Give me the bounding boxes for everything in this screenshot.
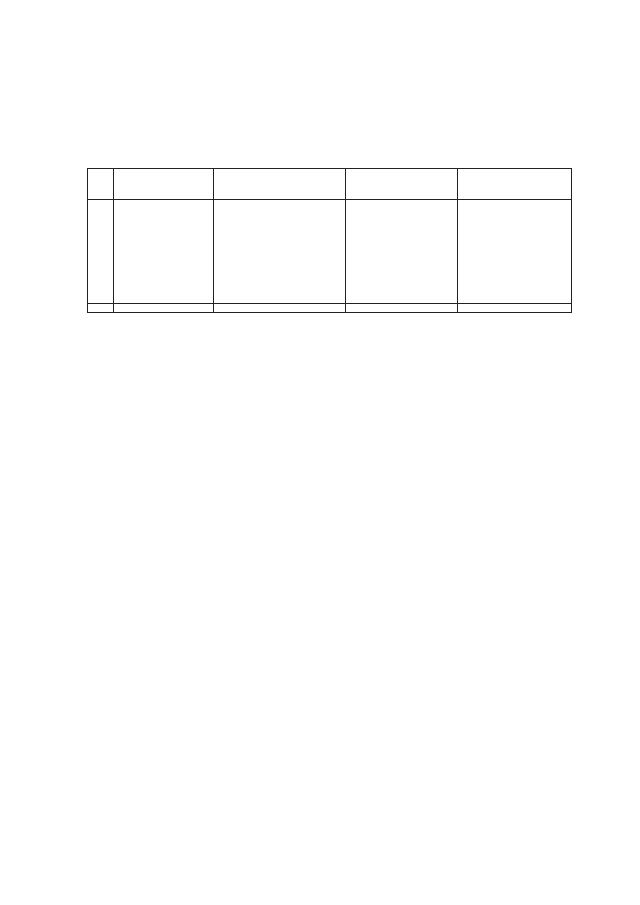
row-functions — [346, 304, 458, 313]
row-fio — [114, 200, 214, 304]
row-contacts — [458, 200, 572, 304]
header-number — [88, 169, 114, 200]
table-row — [88, 304, 572, 313]
row-functions — [346, 200, 458, 304]
table-header-row — [88, 169, 572, 200]
document-body — [87, 58, 571, 313]
row-position — [214, 304, 346, 313]
row-fio — [114, 304, 214, 313]
header-functions — [346, 169, 458, 200]
row-contacts — [458, 304, 572, 313]
responsible-persons-table — [87, 168, 572, 313]
header-contacts — [458, 169, 572, 200]
table-row — [88, 200, 572, 304]
header-position — [214, 169, 346, 200]
row-number — [88, 304, 114, 313]
row-number — [88, 200, 114, 304]
header-fio — [114, 169, 214, 200]
row-position — [214, 200, 346, 304]
